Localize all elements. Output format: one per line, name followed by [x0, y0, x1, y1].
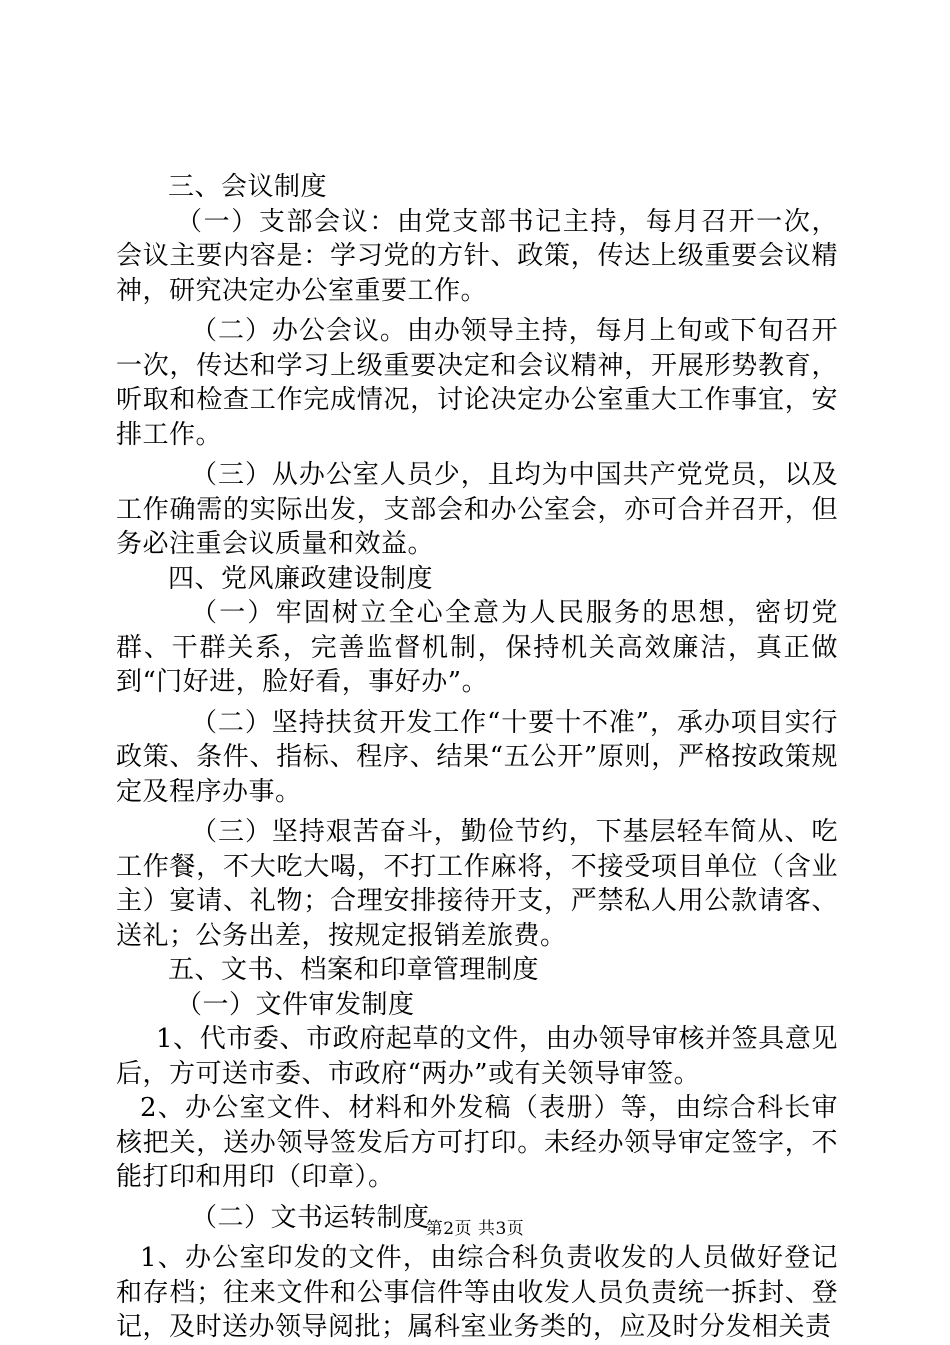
subsection-heading: （二）文书运转制度: [191, 1202, 430, 1233]
paragraph: 1、办公室印发的文件，由综合科负责收发的人员做好登记和存档；往来文件和公事信件等由收发人员负责统一拆封、登记，及时送办领导阅批；属科室业务类的，应及时分发相关责: [116, 1243, 838, 1342]
paragraph: 1、代市委、市政府起草的文件，由办领导审核并签具意见后，方可送市委、市政府“两办”或有关领导审签。: [116, 1024, 838, 1089]
section-heading-meeting-system: 三、会议制度: [168, 172, 328, 202]
subsection-heading: （一）文件审发制度: [176, 989, 415, 1020]
section-heading-integrity-system: 四、党风廉政建设制度: [168, 563, 434, 594]
section-heading-document-system: 五、文书、档案和印章管理制度: [168, 955, 540, 985]
paragraph: （一）支部会议：由党支部书记主持，每月召开一次，会议主要内容是：学习党的方针、政策，传达上级重要会议精神，研究决定办公室重要工作。: [116, 206, 838, 306]
paragraph: （二）办公会议。由办领导主持，每月上旬或下旬召开一次，传达和学习上级重要决定和会议精神，开展形势教育，听取和检查工作完成情况，讨论决定办公室重大工作事宜，安排工作。: [116, 316, 838, 450]
page-number: 第2页 共3页: [425, 1219, 525, 1239]
document-body: [116, 170, 838, 1345]
paragraph: 2、办公室文件、材料和外发稿（表册）等，由综合科长审核把关，送办领导签发后方可打印。未经办领导审定签字，不能打印和用印（印章）。: [116, 1093, 838, 1192]
paragraph: （二）坚持扶贫开发工作“十要十不准”，承办项目实行政策、条件、指标、程序、结果“五公开”原则，严格按政策规定及程序办事。: [116, 707, 838, 807]
paragraph: （三）坚持艰苦奋斗，勤俭节约，下基层轻车简从、吃工作餐，不大吃大喝，不打工作麻将，不接受项目单位（含业主）宴请、礼物；合理安排接待开支，严禁私人用公款请客、送礼；公务出差，按规定报销差旅费。: [116, 817, 838, 951]
paragraph: （一）牢固树立全心全意为人民服务的思想，密切党群、干群关系，完善监督机制，保持机关高效廉洁，真正做到“门好进，脸好看，事好办”。: [116, 598, 838, 697]
paragraph: （三）从办公室人员少，且均为中国共产党党员，以及工作确需的实际出发，支部会和办公室会，亦可合并召开，但务必注重会议质量和效益。: [116, 460, 838, 559]
